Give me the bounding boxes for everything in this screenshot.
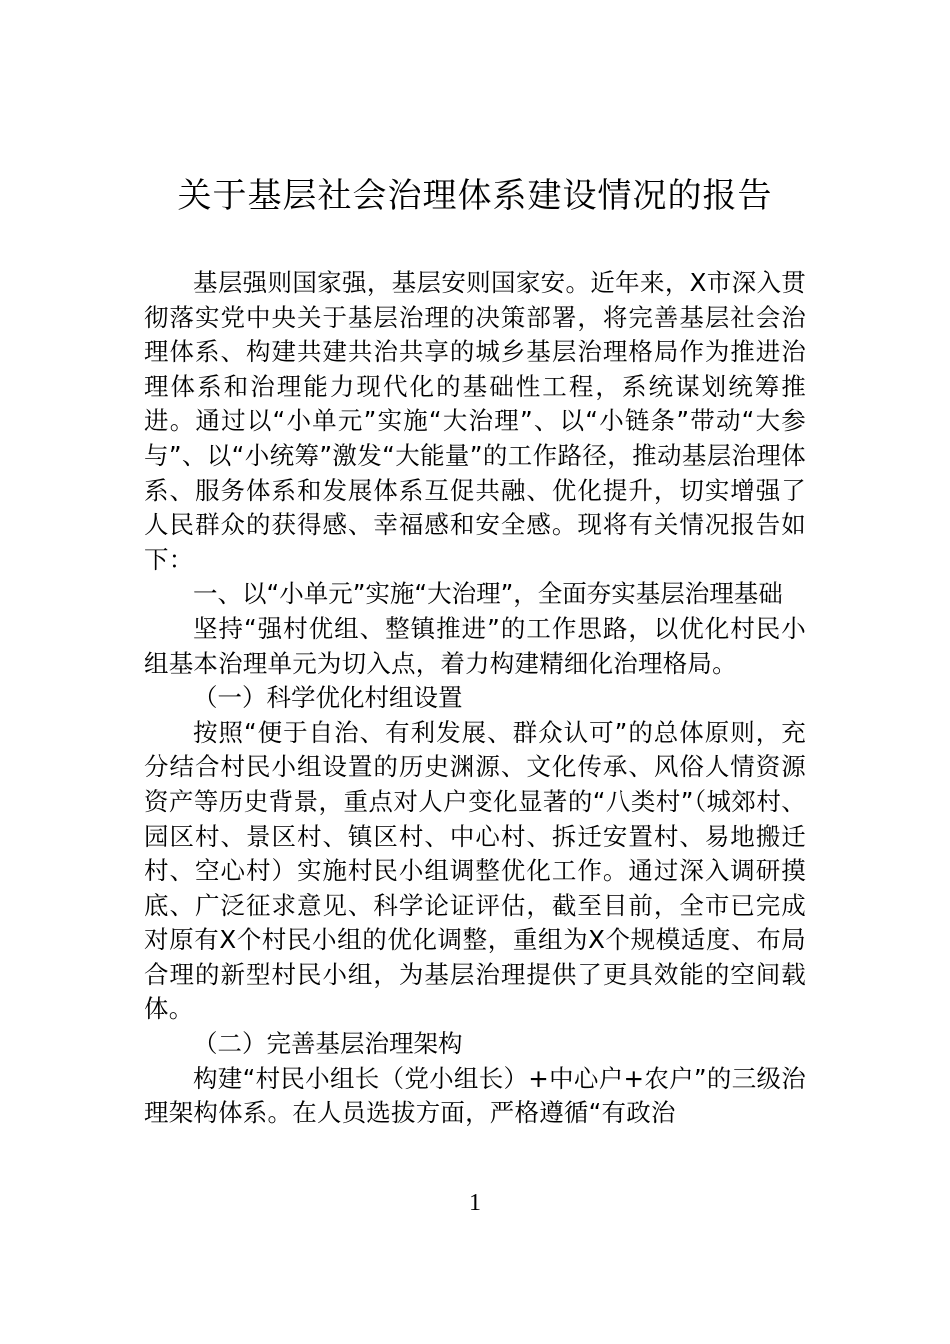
subsection-heading-1: （一）科学优化村组设置 [193, 683, 463, 713]
subsection-1-paragraph: 按照“便于自治、有利发展、群众认可”的总体原则，充分结合村民小组设置的历史渊源、文化传承、风俗人情资源资产等历史背景，重点对人户变化显著的“八类村”（城郊村、园区村、景区村、镇区村、中心村、拆迁安置村、易地搬迁村、空心村）实施村民小组调整优化工作。通过深入调研摸底、广泛征求意见、科学论证评估，截至目前，全市已完成对原有X个村民小组的优化调整，重组为X个规模适度、布局合理的新型村民小组，为基层治理提供了更具效能的空间载体。 [144, 717, 806, 1024]
section-heading-1: 一、以“小单元”实施“大治理”，全面夯实基层治理基础 [193, 579, 783, 609]
subsection-heading-2: （二）完善基层治理架构 [193, 1029, 463, 1059]
section-1-paragraph: 坚持“强村优组、整镇推进”的工作思路，以优化村民小组基本治理单元为切入点，着力构建精细化治理格局。 [144, 613, 806, 678]
page-title: 关于基层社会治理体系建设情况的报告 [177, 176, 773, 216]
subsection-2-paragraph: 构建“村民小组长（党小组长）+中心户+农户”的三级治理架构体系。在人员选拔方面，严格遵循“有政治 [144, 1063, 806, 1128]
intro-paragraph: 基层强则国家强，基层安则国家安。近年来，X市深入贯彻落实党中央关于基层治理的决策部署，将完善基层社会治理体系、构建共建共治共享的城乡基层治理格局作为推进治理体系和治理能力现代化的基础性工程，系统谋划统筹推进。通过以“小单元”实施“大治理”、以“小链条”带动“大参与”、以“小统筹”激发“大能量”的工作路径，推动基层治理体系、服务体系和发展体系互促共融、优化提升，切实增强了人民群众的获得感、幸福感和安全感。现将有关情况报告如下： [144, 268, 806, 574]
document-body [144, 266, 806, 1131]
page-number: 1 [469, 1190, 481, 1216]
